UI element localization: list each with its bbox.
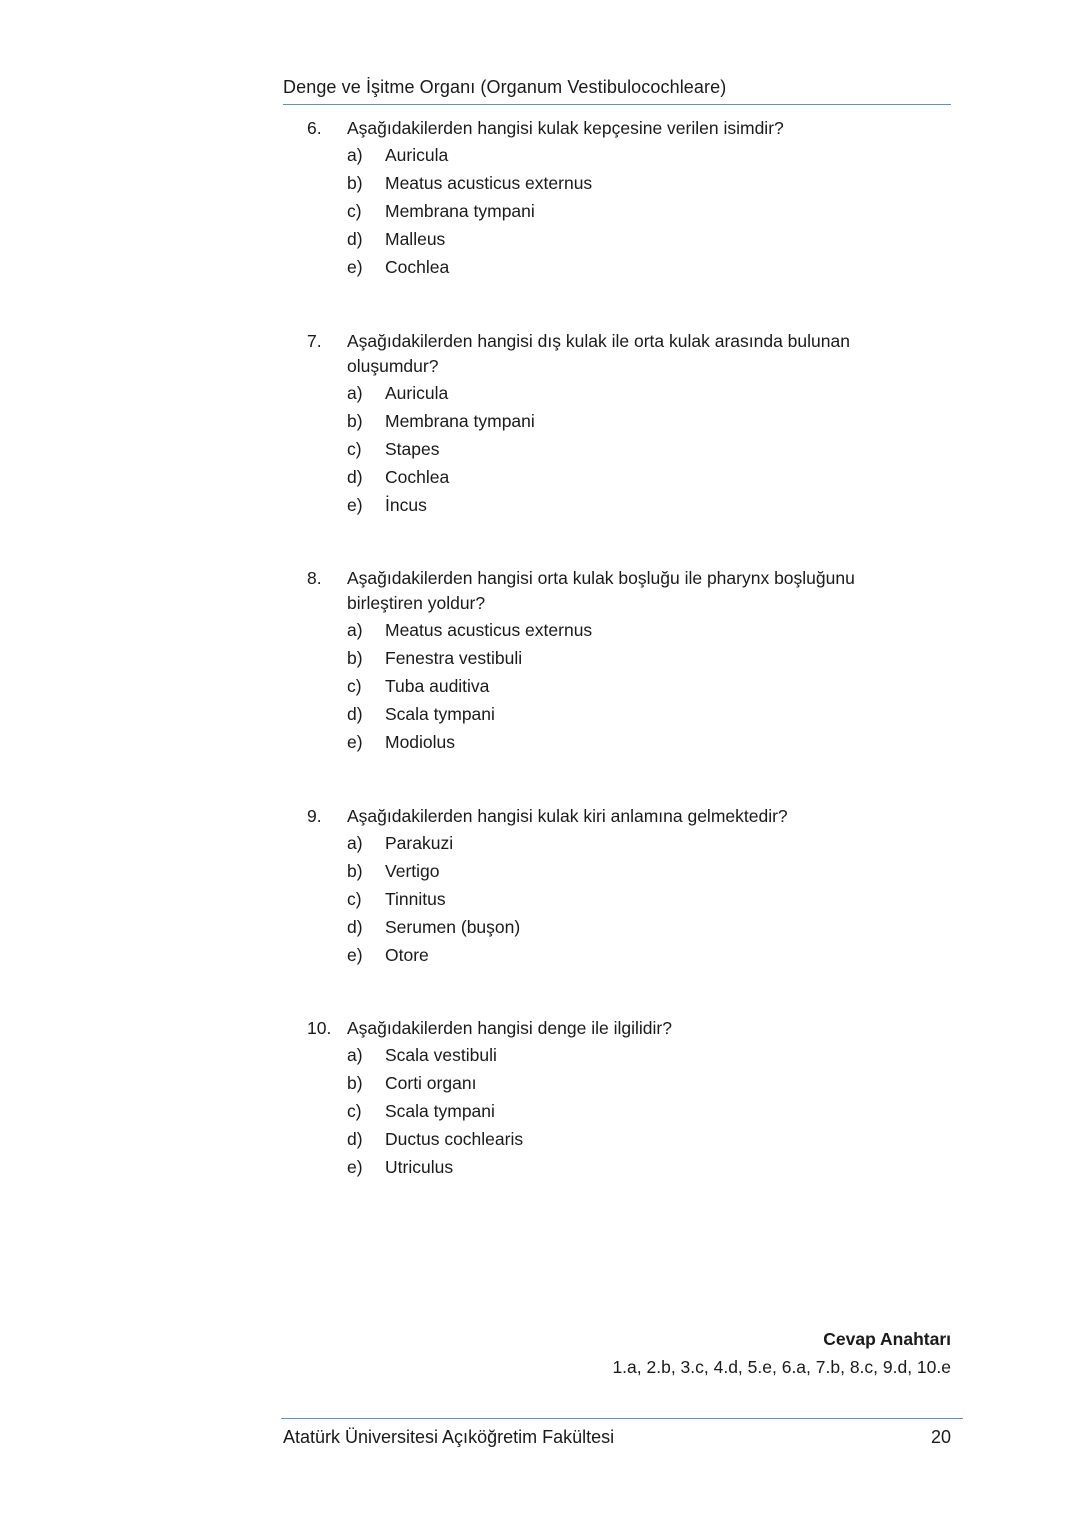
option-item: [347, 1041, 907, 1069]
option-text: Scala tympani: [385, 1101, 495, 1121]
option-text: Serumen (buşon): [385, 917, 521, 937]
footer-institution: Atatürk Üniversitesi Açıköğretim Fakültesi: [283, 1427, 615, 1447]
answer-key-list: 1.a, 2.b, 3.c, 4.d, 5.e, 6.a, 7.b, 8.c, 9.d, 10.e: [612, 1357, 951, 1377]
option-item: [347, 941, 907, 969]
option-item: [347, 829, 907, 857]
option-text: Meatus acusticus externus: [385, 620, 593, 640]
options-list: [307, 616, 907, 756]
option-text: Utriculus: [385, 1157, 454, 1177]
option-item: [347, 672, 907, 700]
question-text: Aşağıdakilerden hangisi kulak kepçesine verilen isimdir?: [347, 118, 784, 138]
question-number: 6.: [307, 118, 322, 138]
option-text: Membrana tympani: [385, 201, 535, 221]
option-letter: d): [347, 1129, 363, 1149]
option-item: [347, 700, 907, 728]
question-number: 10.: [307, 1018, 332, 1038]
option-text: Ductus cochlearis: [385, 1129, 524, 1149]
option-letter: a): [347, 1045, 363, 1065]
option-item: [347, 1153, 907, 1181]
option-letter: b): [347, 411, 363, 431]
option-letter: e): [347, 945, 363, 965]
option-item: [347, 463, 907, 491]
option-letter: b): [347, 173, 363, 193]
option-letter: b): [347, 648, 363, 668]
option-text: Scala tympani: [385, 704, 495, 724]
option-letter: a): [347, 620, 363, 640]
option-text: Cochlea: [385, 467, 450, 487]
option-item: [347, 728, 907, 756]
option-item: [347, 253, 907, 281]
option-letter: b): [347, 1073, 363, 1093]
options-list: [307, 141, 907, 281]
option-item: [347, 169, 907, 197]
option-text: Malleus: [385, 229, 446, 249]
option-item: [347, 885, 907, 913]
option-text: İncus: [385, 495, 427, 515]
page-header-title: Denge ve İşitme Organı (Organum Vestibulocochleare): [283, 77, 727, 97]
option-item: [347, 491, 907, 519]
option-letter: c): [347, 439, 362, 459]
option-letter: c): [347, 201, 362, 221]
option-letter: d): [347, 229, 363, 249]
option-text: Scala vestibuli: [385, 1045, 497, 1065]
answer-key: [612, 1326, 951, 1382]
option-letter: d): [347, 467, 363, 487]
option-item: [347, 379, 907, 407]
page-number: 20: [930, 1427, 951, 1447]
option-item: [347, 435, 907, 463]
option-item: [347, 225, 907, 253]
option-letter: b): [347, 861, 363, 881]
question-text: Aşağıdakilerden hangisi denge ile ilgilidir?: [347, 1018, 672, 1038]
option-item: [347, 1125, 907, 1153]
option-text: Vertigo: [385, 861, 440, 881]
option-text: Cochlea: [385, 257, 450, 277]
option-text: Membrana tympani: [385, 411, 535, 431]
option-text: Fenestra vestibuli: [385, 648, 523, 668]
option-letter: e): [347, 495, 363, 515]
option-letter: c): [347, 676, 362, 696]
option-letter: e): [347, 257, 363, 277]
question-header: [307, 566, 907, 616]
option-item: [347, 141, 907, 169]
option-letter: a): [347, 145, 363, 165]
option-item: [347, 913, 907, 941]
question-8: [307, 566, 907, 756]
question-number: 8.: [307, 568, 322, 588]
option-letter: c): [347, 1101, 362, 1121]
page-footer: [281, 1418, 963, 1449]
option-text: Tuba auditiva: [385, 676, 490, 696]
question-header: [307, 804, 907, 829]
question-7: [307, 329, 907, 519]
option-text: Corti organı: [385, 1073, 477, 1093]
question-9: [307, 804, 907, 969]
option-item: [347, 857, 907, 885]
option-letter: c): [347, 889, 362, 909]
option-text: Auricula: [385, 145, 449, 165]
option-letter: d): [347, 917, 363, 937]
question-header: [307, 1016, 907, 1041]
option-text: Parakuzi: [385, 833, 454, 853]
question-text: Aşağıdakilerden hangisi dış kulak ile orta kulak arasında bulunan oluşumdur?: [347, 331, 850, 376]
options-list: [307, 1041, 907, 1181]
option-text: Otore: [385, 945, 429, 965]
option-item: [347, 1069, 907, 1097]
option-text: Modiolus: [385, 732, 456, 752]
question-number: 9.: [307, 806, 322, 826]
option-text: Meatus acusticus externus: [385, 173, 593, 193]
option-item: [347, 644, 907, 672]
question-header: [307, 329, 907, 379]
options-list: [307, 829, 907, 969]
answer-key-title: Cevap Anahtarı: [823, 1329, 951, 1349]
question-text: Aşağıdakilerden hangisi orta kulak boşluğu ile pharynx boşluğunu birleştiren yoldur?: [347, 568, 855, 613]
question-10: [307, 1016, 907, 1181]
option-text: Auricula: [385, 383, 449, 403]
question-header: [307, 116, 907, 141]
question-text: Aşağıdakilerden hangisi kulak kiri anlamına gelmektedir?: [347, 806, 788, 826]
footer-row: [281, 1419, 963, 1449]
option-item: [347, 407, 907, 435]
option-letter: a): [347, 833, 363, 853]
option-letter: d): [347, 704, 363, 724]
options-list: [307, 379, 907, 519]
option-text: Tinnitus: [385, 889, 446, 909]
option-letter: e): [347, 1157, 363, 1177]
option-letter: e): [347, 732, 363, 752]
option-item: [347, 197, 907, 225]
question-6: [307, 116, 907, 281]
option-text: Stapes: [385, 439, 440, 459]
page-header: [283, 74, 951, 105]
option-item: [347, 616, 907, 644]
question-number: 7.: [307, 331, 322, 351]
option-item: [347, 1097, 907, 1125]
option-letter: a): [347, 383, 363, 403]
